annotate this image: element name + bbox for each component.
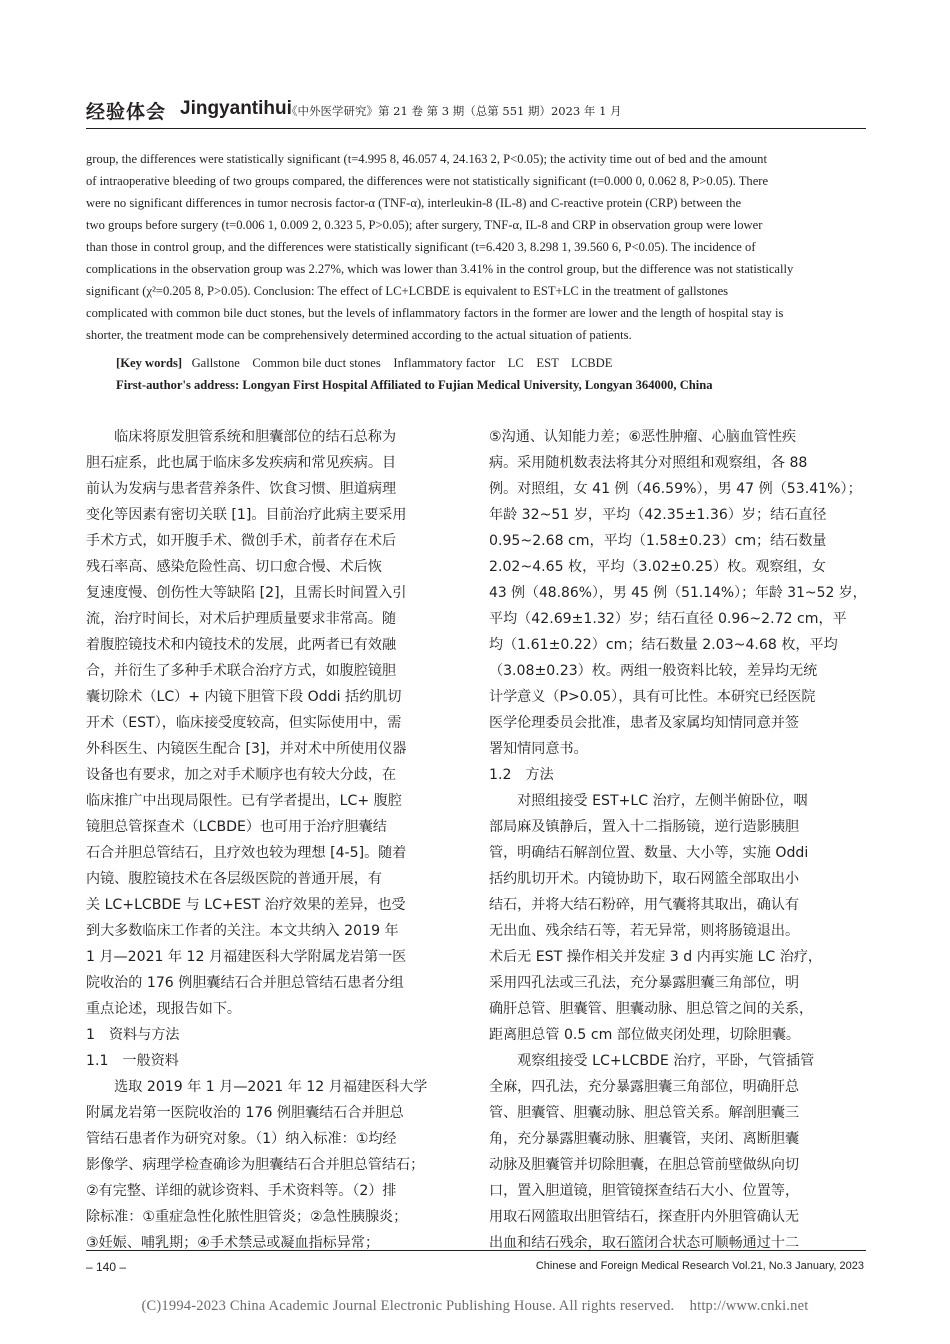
body-line: 医学伦理委员会批准，患者及家属均知情同意并签 xyxy=(489,715,800,731)
body-line: 管，明确结石解剖位置、数量、大小等，实施 Oddi xyxy=(489,845,809,861)
body-line: 手术方式，如开腹手术、微创手术，前者存在术后 xyxy=(86,533,397,549)
abstract-line: were no significant differences in tumor necrosis factor-α (TNF-α), interleukin-8 (IL-8) and C-reactive protein (CRP) between the xyxy=(86,196,742,210)
body-line: 设备也有要求，加之对手术顺序也有较大分歧，在 xyxy=(86,767,397,783)
body-line: 术后无 EST 操作相关并发症 3 d 内再实施 LC 治疗， xyxy=(489,949,823,965)
body-line: 到大多数临床工作者的关注。本文共纳入 2019 年 xyxy=(86,923,399,939)
body-line: 影像学、病理学检查确诊为胆囊结石合并胆总管结石； xyxy=(86,1157,425,1173)
running-header xyxy=(86,94,866,126)
body-line: 前认为发病与患者营养条件、饮食习惯、胆道病理 xyxy=(86,481,397,497)
body-line: 对照组接受 EST+LC 治疗，左侧半俯卧位，咽 xyxy=(489,793,808,809)
body-line: 括约肌切开术。内镜协助下，取石网篮全部取出小 xyxy=(489,871,800,887)
body-line: ②有完整、详细的就诊资料、手术资料等。（2）排 xyxy=(86,1183,397,1199)
body-line: 镜胆总管探查术（LCBDE）也可用于治疗胆囊结 xyxy=(86,819,387,835)
body-line: 用取石网篮取出胆管结石，探查肝内外胆管确认无 xyxy=(489,1209,800,1225)
body-line: 着腹腔镜技术和内镜技术的发展，此两者已有效融 xyxy=(86,637,397,653)
footer-rule xyxy=(86,1250,866,1251)
header-rule xyxy=(86,128,866,129)
body-line: 重点论述，现报告如下。 xyxy=(86,1001,242,1017)
body-line: 院收治的 176 例胆囊结石合并胆总管结石患者分组 xyxy=(86,975,404,991)
body-line: 结石，并将大结石粉碎，用气囊将其取出，确认有 xyxy=(489,897,800,913)
journal-reference: 《中外医学研究》第 21 卷 第 3 期（总第 551 期）2023 年 1 月 xyxy=(286,104,622,118)
body-line: 临床将原发胆管系统和胆囊部位的结石总称为 xyxy=(86,429,397,445)
body-line: 外科医生、内镜医生配合 [3]，并对术中所使用仪器 xyxy=(86,741,407,757)
body-line: 1.1 一般资料 xyxy=(86,1053,179,1069)
body-line: 病。采用随机数表法将其分对照组和观察组，各 88 xyxy=(489,455,808,471)
body-line: 复速度慢、创伤性大等缺陷 [2]，且需长时间置入引 xyxy=(86,585,407,601)
body-line: 平均（42.69±1.32）岁；结石直径 0.96~2.72 cm，平 xyxy=(489,611,847,627)
body-line: 采用四孔法或三孔法，充分暴露胆囊三角部位，明 xyxy=(489,975,800,991)
body-line: （3.08±0.23）枚。两组一般资料比较，差异均无统 xyxy=(489,663,818,679)
body-line: 口，置入胆道镜，胆管镜探查结石大小、位置等， xyxy=(489,1183,800,1199)
column-name-cn: 经验体会 xyxy=(86,101,167,123)
body-line: 43 例（48.86%），男 45 例（51.14%）；年龄 31~52 岁， xyxy=(489,585,867,601)
abstract-line: complicated with common bile duct stones, but the levels of inflammatory factors in the former are lower and the length of hospital stay is xyxy=(86,306,784,320)
body-line: 均（1.61±0.22）cm；结石数量 2.03~4.68 枚，平均 xyxy=(489,637,838,653)
body-line: 距离胆总管 0.5 cm 部位做夹闭处理，切除胆囊。 xyxy=(489,1027,801,1043)
body-line: 计学意义（P>0.05），具有可比性。本研究已经医院 xyxy=(489,689,816,705)
body-line: ③妊娠、哺乳期；④手术禁忌或凝血指标异常； xyxy=(86,1235,380,1251)
body-line: ⑤沟通、认知能力差；⑥恶性肿瘤、心脑血管性疾 xyxy=(489,429,797,445)
body-line: 部局麻及镇静后，置入十二指肠镜，逆行造影胰胆 xyxy=(489,819,800,835)
keywords-label: [Key words] xyxy=(116,356,183,370)
body-line: 囊切除术（LC）+ 内镜下胆管下段 Oddi 括约肌切 xyxy=(86,689,402,705)
body-line: 选取 2019 年 1 月—2021 年 12 月福建医科大学 xyxy=(86,1079,428,1095)
body-line: 变化等因素有密切关联 [1]。目前治疗此病主要采用 xyxy=(86,507,407,523)
keywords: Gallstone Common bile duct stones Inflammatory factor LC EST LCBDE xyxy=(191,356,613,370)
body-line: 石合并胆总管结石，且疗效也较为理想 [4-5]。随着 xyxy=(86,845,407,861)
body-line: 1.2 方法 xyxy=(489,767,554,783)
body-line: 临床推广中出现局限性。已有学者提出，LC+ 腹腔 xyxy=(86,793,402,809)
body-line: 残石率高、感染危险性高、切口愈合慢、术后恢 xyxy=(86,559,382,575)
body-line: 2.02~4.65 枚，平均（3.02±0.25）枚。观察组，女 xyxy=(489,559,826,575)
body-line: 合，并衍生了多种手术联合治疗方式，如腹腔镜胆 xyxy=(86,663,397,679)
body-line: 附属龙岩第一医院收治的 176 例胆囊结石合并胆总 xyxy=(86,1105,404,1121)
body-line: 管结石患者作为研究对象。（1）纳入标准：①均经 xyxy=(86,1131,397,1147)
body-line: 关 LC+LCBDE 与 LC+EST 治疗效果的差异，也受 xyxy=(86,897,406,913)
body-line: 动脉及胆囊管并切除胆囊，在胆总管前壁做纵向切 xyxy=(489,1157,800,1173)
body-line: 流，治疗时间长，对术后护理质量要求非常高。随 xyxy=(86,611,397,627)
abstract-line: of intraoperative bleeding of two groups compared, the differences were not statistically significant (t=0.000 0, 0.062 8, P>0.05). There xyxy=(86,174,769,188)
body-line: 全麻，四孔法，充分暴露胆囊三角部位，明确肝总 xyxy=(489,1079,800,1095)
keywords-line xyxy=(116,352,612,374)
body-line: 除标准：①重症急性化脓性胆管炎；②急性胰腺炎； xyxy=(86,1209,408,1225)
body-line: 例。对照组，女 41 例（46.59%），男 47 例（53.41%）； xyxy=(489,481,862,497)
body-line: 署知情同意书。 xyxy=(489,741,588,757)
body-line: 观察组接受 LC+LCBDE 治疗，平卧，气管插管 xyxy=(489,1053,815,1069)
body-line: 1 资料与方法 xyxy=(86,1027,180,1043)
body-line: 胆石症系，此也属于临床多发疾病和常见疾病。目 xyxy=(86,455,397,471)
abstract-line: group, the differences were statistically significant (t=4.995 8, 46.057 4, 24.163 2, P<0.05); the activity time out of bed and the amount xyxy=(86,152,767,166)
body-line: 0.95~2.68 cm，平均（1.58±0.23）cm；结石数量 xyxy=(489,533,827,549)
copyright-watermark: (C)1994-2023 China Academic Journal Electronic Publishing House. All rights reserved. http://www.cnki.net xyxy=(141,1298,809,1314)
abstract-line: significant (χ²=0.205 8, P>0.05). Conclusion: The effect of LC+LCBDE is equivalent to EST+LC in the treatment of gallstones xyxy=(86,284,729,298)
journal-footer: Chinese and Foreign Medical Research Vol.21, No.3 January, 2023 xyxy=(535,1260,864,1272)
body-line: 角，充分暴露胆囊动脉、胆囊管，夹闭、离断胆囊 xyxy=(489,1131,800,1147)
body-line: 内镜、腹腔镜技术在各层级医院的普通开展，有 xyxy=(86,871,382,887)
page-number: – 140 – xyxy=(86,1260,127,1274)
column-name-en: Jingyantihui xyxy=(180,98,292,119)
first-author-address: First-author's address: Longyan First Hospital Affiliated to Fujian Medical University, Longyan 364000, China xyxy=(116,378,713,392)
body-line: 年龄 32~51 岁，平均（42.35±1.36）岁；结石直径 xyxy=(489,507,827,523)
body-line: 1 月—2021 年 12 月福建医科大学附属龙岩第一医 xyxy=(86,949,407,965)
abstract-line: two groups before surgery (t=0.006 1, 0.009 2, 0.323 5, P>0.05); after surgery, TNF-α, IL-8 and CRP in observation group were lower xyxy=(86,218,763,232)
body-line: 开术（EST），临床接受度较高，但实际使用中，需 xyxy=(86,715,402,731)
body-line: 无出血、残余结石等，若无异常，则将肠镜退出。 xyxy=(489,923,800,939)
body-line: 出血和结石残余，取石篮闭合状态可顺畅通过十二 xyxy=(489,1235,800,1251)
body-line: 确肝总管、胆囊管、胆囊动脉、胆总管之间的关系， xyxy=(489,1001,814,1017)
body-line: 管、胆囊管、胆囊动脉、胆总管关系。解剖胆囊三 xyxy=(489,1105,800,1121)
abstract-line: than those in control group, and the differences were statistically significant (t=6.420 3, 8.298 1, 39.560 6, P<0.05). The incidence of xyxy=(86,240,756,254)
abstract-line: complications in the observation group was 2.27%, which was lower than 3.41% in the control group, but the difference was not statistically xyxy=(86,262,794,276)
abstract-line: shorter, the treatment mode can be comprehensively determined according to the actual situation of patients. xyxy=(86,328,632,342)
